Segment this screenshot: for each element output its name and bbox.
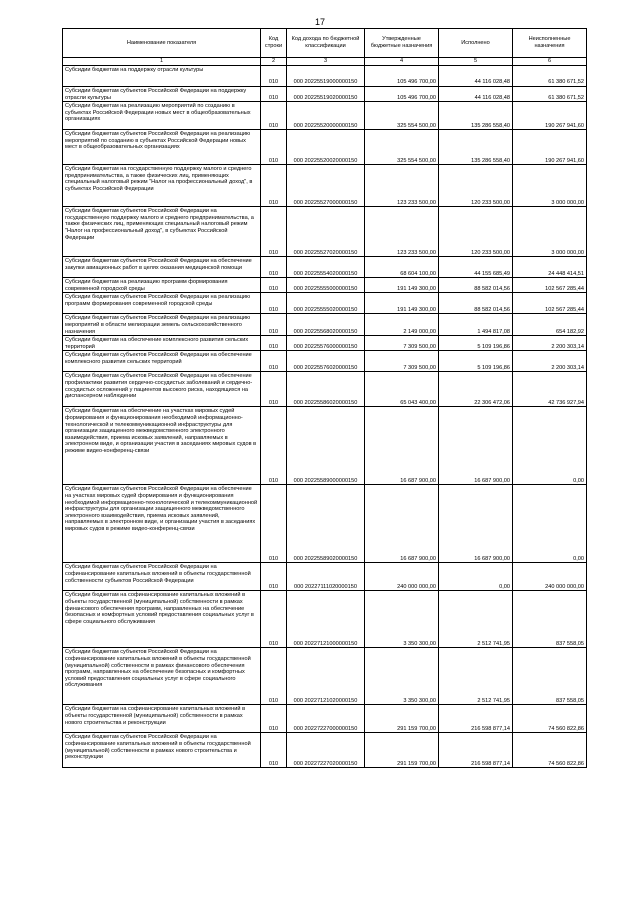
unexecuted-amount-cell: 42 736 927,94 xyxy=(513,372,587,407)
budget-code-cell: 000 20225555020000150 xyxy=(287,293,365,314)
approved-amount-cell: 191 149 300,00 xyxy=(365,293,439,314)
table-row xyxy=(63,257,587,278)
approved-amount-cell: 68 604 100,00 xyxy=(365,257,439,278)
unexecuted-amount-cell: 2 200 303,14 xyxy=(513,351,587,372)
unexecuted-amount-cell: 2 200 303,14 xyxy=(513,336,587,351)
column-number-row xyxy=(63,58,587,66)
budget-code-cell: 000 20225519020000150 xyxy=(287,87,365,102)
indicator-name-cell: Субсидии бюджетам на поддержку отрасли культуры xyxy=(63,66,261,87)
approved-amount-cell: 291 159 700,00 xyxy=(365,733,439,768)
approved-amount-cell: 291 159 700,00 xyxy=(365,705,439,733)
unexecuted-amount-cell: 3 000 000,00 xyxy=(513,207,587,257)
approved-amount-cell: 123 233 500,00 xyxy=(365,165,439,207)
column-number: 5 xyxy=(439,58,513,66)
line-code-cell: 010 xyxy=(261,66,287,87)
approved-amount-cell: 123 233 500,00 xyxy=(365,207,439,257)
unexecuted-amount-cell: 190 267 941,60 xyxy=(513,102,587,130)
budget-code-cell: 000 20225586020000150 xyxy=(287,372,365,407)
budget-code-cell: 000 20225520020000150 xyxy=(287,130,365,165)
line-code-cell: 010 xyxy=(261,87,287,102)
executed-amount-cell: 216 598 877,14 xyxy=(439,733,513,768)
table-row xyxy=(63,314,587,336)
budget-code-cell: 000 20225527000000150 xyxy=(287,165,365,207)
unexecuted-amount-cell: 61 380 671,52 xyxy=(513,66,587,87)
executed-amount-cell: 0,00 xyxy=(439,563,513,591)
unexecuted-amount-cell: 3 000 000,00 xyxy=(513,165,587,207)
header-indicator-name: Наименование показателя xyxy=(63,29,261,58)
table-row xyxy=(63,102,587,130)
budget-code-cell: 000 20225568020000150 xyxy=(287,314,365,336)
indicator-name-cell: Субсидии бюджетам субъектов Российской Федерации на софинансирование капитальных вложений в объекты государственной (муниципальной) собственности в рамках нового строительства и реконструкции xyxy=(63,733,261,768)
unexecuted-amount-cell: 0,00 xyxy=(513,407,587,485)
approved-amount-cell: 16 687 900,00 xyxy=(365,407,439,485)
budget-code-cell: 000 20225576020000150 xyxy=(287,351,365,372)
column-number: 4 xyxy=(365,58,439,66)
table-row xyxy=(63,165,587,207)
table-row xyxy=(63,278,587,293)
line-code-cell: 010 xyxy=(261,351,287,372)
budget-code-cell: 000 20225576000000150 xyxy=(287,336,365,351)
budget-code-cell: 000 20225527020000150 xyxy=(287,207,365,257)
table-row xyxy=(63,485,587,563)
executed-amount-cell: 16 687 900,00 xyxy=(439,485,513,563)
budget-code-cell: 000 20225554020000150 xyxy=(287,257,365,278)
approved-amount-cell: 3 350 300,00 xyxy=(365,591,439,648)
indicator-name-cell: Субсидии бюджетам на софинансирование капитальных вложений в объекты государственной (муниципальной) собственности в рамках финансового обеспечения программ, направленных на обеспечение безопасных и комфортных условий предоставления социальных услуг в сфере социального обслуживания xyxy=(63,591,261,648)
line-code-cell: 010 xyxy=(261,102,287,130)
executed-amount-cell: 5 109 196,86 xyxy=(439,336,513,351)
approved-amount-cell: 325 554 500,00 xyxy=(365,130,439,165)
executed-amount-cell: 2 512 741,95 xyxy=(439,591,513,648)
table-row xyxy=(63,130,587,165)
table-row xyxy=(63,372,587,407)
table-row xyxy=(63,293,587,314)
executed-amount-cell: 16 687 900,00 xyxy=(439,407,513,485)
approved-amount-cell: 325 554 500,00 xyxy=(365,102,439,130)
table-row xyxy=(63,407,587,485)
approved-amount-cell: 3 350 300,00 xyxy=(365,648,439,705)
approved-amount-cell: 2 149 000,00 xyxy=(365,314,439,336)
line-code-cell: 010 xyxy=(261,648,287,705)
unexecuted-amount-cell: 837 558,05 xyxy=(513,648,587,705)
table-row xyxy=(63,591,587,648)
executed-amount-cell: 44 155 685,49 xyxy=(439,257,513,278)
budget-code-cell: 000 20227121000000150 xyxy=(287,591,365,648)
unexecuted-amount-cell: 654 182,92 xyxy=(513,314,587,336)
line-code-cell: 010 xyxy=(261,336,287,351)
indicator-name-cell: Субсидии бюджетам субъектов Российской Федерации на софинансирование капитальных вложений в объекты государственной собственности субъектов Российской Федерации xyxy=(63,563,261,591)
executed-amount-cell: 2 512 741,95 xyxy=(439,648,513,705)
budget-code-cell: 000 20227121020000150 xyxy=(287,648,365,705)
indicator-name-cell: Субсидии бюджетам субъектов Российской Федерации на реализацию мероприятий в области мелиорации земель сельскохозяйственного назначения xyxy=(63,314,261,336)
approved-amount-cell: 65 043 400,00 xyxy=(365,372,439,407)
approved-amount-cell: 16 687 900,00 xyxy=(365,485,439,563)
approved-amount-cell: 7 309 500,00 xyxy=(365,351,439,372)
header-budget-classification-code: Код дохода по бюджетной классификации xyxy=(287,29,365,58)
executed-amount-cell: 135 286 558,40 xyxy=(439,130,513,165)
line-code-cell: 010 xyxy=(261,278,287,293)
column-number: 3 xyxy=(287,58,365,66)
line-code-cell: 010 xyxy=(261,130,287,165)
indicator-name-cell: Субсидии бюджетам на реализацию программ формирования современной городской среды xyxy=(63,278,261,293)
indicator-name-cell: Субсидии бюджетам субъектов Российской Федерации на обеспечение на участках мировых судей формирования и функционирования необходимой информационно-технологической и телекоммуникационной инфраструктуры для организации защищенного межведомственного электронного взаимодействия, приема исковых заявлений, направляемых в электронном виде, и организации участия в заседаниях мировых судов в режиме видео-конференц-связи xyxy=(63,485,261,563)
table-row xyxy=(63,648,587,705)
table-row xyxy=(63,66,587,87)
indicator-name-cell: Субсидии бюджетам субъектов Российской Федерации на поддержку отрасли культуры xyxy=(63,87,261,102)
indicator-name-cell: Субсидии бюджетам субъектов Российской Федерации на обеспечение комплексного развития сельских территорий xyxy=(63,351,261,372)
indicator-name-cell: Субсидии бюджетам субъектов Российской Федерации на государственную поддержку малого и среднего предпринимательства, а также физических лиц, применяющих специальный налоговый режим "Налог на профессиональный доход", в субъектах Российской Федерации xyxy=(63,207,261,257)
executed-amount-cell: 44 116 028,48 xyxy=(439,87,513,102)
header-executed: Исполнено xyxy=(439,29,513,58)
table-row xyxy=(63,207,587,257)
header-approved: Утвержденные бюджетные назначения xyxy=(365,29,439,58)
approved-amount-cell: 105 496 700,00 xyxy=(365,66,439,87)
indicator-name-cell: Субсидии бюджетам на обеспечение на участках мировых судей формирования и функционирования необходимой информационно-технологической и телекоммуникационной инфраструктуры для организации защищенного межведомственного электронного взаимодействия, приема исковых заявлений, направляемых в электронном виде, и организации участия в заседаниях мировых судов в режиме видео-конференц-связи xyxy=(63,407,261,485)
indicator-name-cell: Субсидии бюджетам субъектов Российской Федерации на обеспечение закупки авиационных работ в целях оказания медицинской помощи xyxy=(63,257,261,278)
line-code-cell: 010 xyxy=(261,372,287,407)
unexecuted-amount-cell: 102 567 285,44 xyxy=(513,293,587,314)
table-header-row xyxy=(63,29,587,58)
table-row xyxy=(63,733,587,768)
approved-amount-cell: 191 149 300,00 xyxy=(365,278,439,293)
line-code-cell: 010 xyxy=(261,591,287,648)
unexecuted-amount-cell: 24 448 414,51 xyxy=(513,257,587,278)
table-row xyxy=(63,351,587,372)
column-number: 6 xyxy=(513,58,587,66)
line-code-cell: 010 xyxy=(261,485,287,563)
executed-amount-cell: 88 582 014,56 xyxy=(439,293,513,314)
budget-code-cell: 000 20225589000000150 xyxy=(287,407,365,485)
unexecuted-amount-cell: 102 567 285,44 xyxy=(513,278,587,293)
executed-amount-cell: 88 582 014,56 xyxy=(439,278,513,293)
indicator-name-cell: Субсидии бюджетам субъектов Российской Федерации на софинансирование капитальных вложений в объекты государственной (муниципальной) собственности в рамках финансового обеспечения программ, направленных на обеспечение безопасных и комфортных условий предоставления социальных услуг в сфере социального обслуживания xyxy=(63,648,261,705)
line-code-cell: 010 xyxy=(261,257,287,278)
budget-code-cell: 000 20225555000000150 xyxy=(287,278,365,293)
executed-amount-cell: 120 233 500,00 xyxy=(439,165,513,207)
unexecuted-amount-cell: 74 560 822,86 xyxy=(513,733,587,768)
executed-amount-cell: 22 306 472,06 xyxy=(439,372,513,407)
table-row xyxy=(63,563,587,591)
budget-execution-table xyxy=(62,28,587,768)
indicator-name-cell: Субсидии бюджетам субъектов Российской Федерации на реализацию программ формирования современной городской среды xyxy=(63,293,261,314)
line-code-cell: 010 xyxy=(261,563,287,591)
executed-amount-cell: 5 109 196,86 xyxy=(439,351,513,372)
line-code-cell: 010 xyxy=(261,705,287,733)
unexecuted-amount-cell: 837 558,05 xyxy=(513,591,587,648)
table-row xyxy=(63,87,587,102)
executed-amount-cell: 44 116 028,48 xyxy=(439,66,513,87)
indicator-name-cell: Субсидии бюджетам на софинансирование капитальных вложений в объекты государственной (муниципальной) собственности в рамках нового строительства и реконструкции xyxy=(63,705,261,733)
indicator-name-cell: Субсидии бюджетам субъектов Российской Федерации на реализацию мероприятий по созданию в субъектах Российской Федерации новых мест в общеобразовательных организациях xyxy=(63,130,261,165)
budget-code-cell: 000 20227227000000150 xyxy=(287,705,365,733)
table-row xyxy=(63,336,587,351)
header-line-code: Код строки xyxy=(261,29,287,58)
unexecuted-amount-cell: 0,00 xyxy=(513,485,587,563)
approved-amount-cell: 105 496 700,00 xyxy=(365,87,439,102)
executed-amount-cell: 120 233 500,00 xyxy=(439,207,513,257)
header-unexecuted: Неисполненные назначения xyxy=(513,29,587,58)
line-code-cell: 010 xyxy=(261,733,287,768)
line-code-cell: 010 xyxy=(261,165,287,207)
indicator-name-cell: Субсидии бюджетам на государственную поддержку малого и среднего предпринимательства, а также физических лиц, применяющих специальный налоговый режим "Налог на профессиональный доход", в субъектах Российской Федерации xyxy=(63,165,261,207)
executed-amount-cell: 135 286 558,40 xyxy=(439,102,513,130)
indicator-name-cell: Субсидии бюджетам на реализацию мероприятий по созданию в субъектах Российской Федерации новых мест в общеобразовательных организациях xyxy=(63,102,261,130)
unexecuted-amount-cell: 240 000 000,00 xyxy=(513,563,587,591)
unexecuted-amount-cell: 190 267 941,60 xyxy=(513,130,587,165)
table-body xyxy=(63,66,587,768)
indicator-name-cell: Субсидии бюджетам субъектов Российской Федерации на обеспечение профилактики развития сердечно-сосудистых заболеваний и сердечно-сосудистых осложнений у пациентов высокого риска, находящихся на диспансерном наблюдении xyxy=(63,372,261,407)
executed-amount-cell: 216 598 877,14 xyxy=(439,705,513,733)
indicator-name-cell: Субсидии бюджетам на обеспечение комплексного развития сельских территорий xyxy=(63,336,261,351)
column-number: 2 xyxy=(261,58,287,66)
line-code-cell: 010 xyxy=(261,407,287,485)
budget-code-cell: 000 20227227020000150 xyxy=(287,733,365,768)
line-code-cell: 010 xyxy=(261,293,287,314)
page-number: 17 xyxy=(314,17,325,27)
unexecuted-amount-cell: 61 380 671,52 xyxy=(513,87,587,102)
budget-code-cell: 000 20227111020000150 xyxy=(287,563,365,591)
line-code-cell: 010 xyxy=(261,207,287,257)
approved-amount-cell: 240 000 000,00 xyxy=(365,563,439,591)
line-code-cell: 010 xyxy=(261,314,287,336)
budget-code-cell: 000 20225519000000150 xyxy=(287,66,365,87)
budget-code-cell: 000 20225520000000150 xyxy=(287,102,365,130)
table-row xyxy=(63,705,587,733)
approved-amount-cell: 7 309 500,00 xyxy=(365,336,439,351)
unexecuted-amount-cell: 74 560 822,86 xyxy=(513,705,587,733)
budget-code-cell: 000 20225589020000150 xyxy=(287,485,365,563)
executed-amount-cell: 1 494 817,08 xyxy=(439,314,513,336)
column-number: 1 xyxy=(63,58,261,66)
